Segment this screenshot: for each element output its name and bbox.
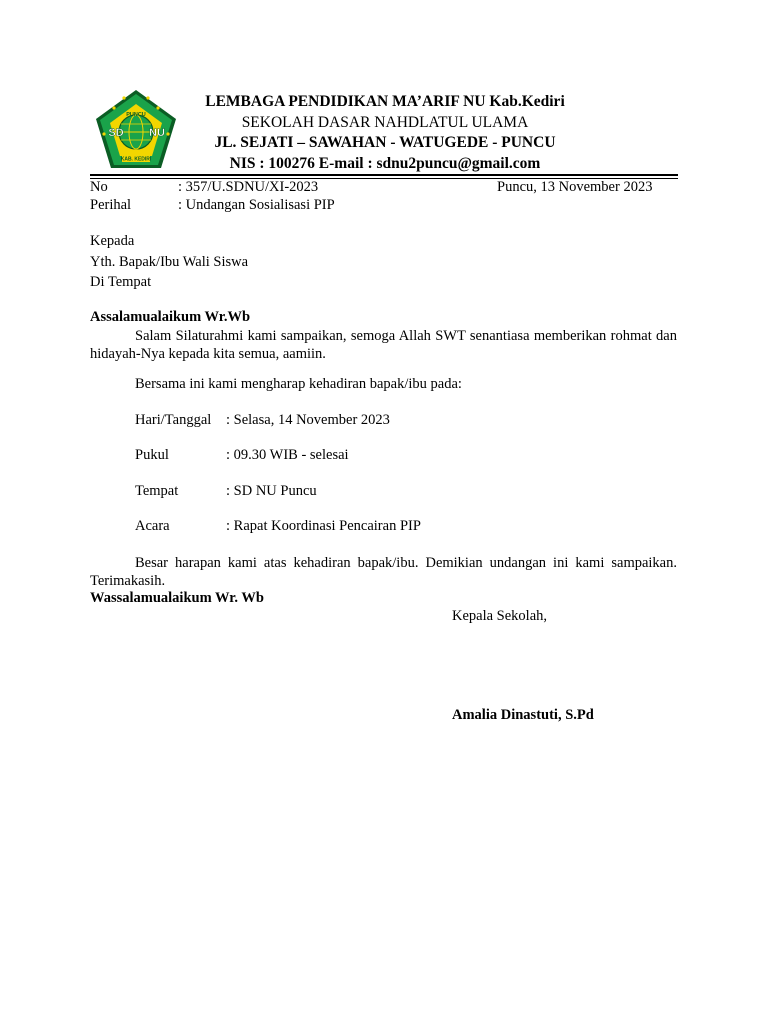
detail-place-label: Tempat	[135, 483, 179, 499]
number-label: No	[90, 179, 108, 195]
logo-sd-text: SD	[108, 127, 124, 139]
signature-name: Amalia Dinastuti, S.Pd	[452, 707, 594, 723]
closing-greeting: Wassalamualaikum Wr. Wb	[90, 590, 264, 606]
recipient-line-3: Di Tempat	[90, 274, 152, 290]
recipient-line-2: Yth. Bapak/Ibu Wali Siswa	[90, 254, 249, 270]
closing-paragraph: Besar harapan kami atas kehadiran bapak/ibu. Demikian undangan ini kami sampaikan. Terimakasih.	[90, 555, 677, 589]
letterhead-address: JL. SEJATI – SAWAHAN - WATUGEDE - PUNCU	[214, 134, 556, 151]
school-logo	[94, 88, 178, 170]
letterhead-contact: NIS : 100276 E-mail : sdnu2puncu@gmail.com	[229, 155, 541, 172]
greeting: Assalamualaikum Wr.Wb	[90, 309, 251, 325]
logo-top-text: PUNCU	[126, 112, 146, 118]
detail-date-label: Hari/Tanggal	[135, 412, 212, 428]
logo-bottom-text: KAB. KEDIRI	[120, 156, 152, 163]
recipient-line-1: Kepada	[90, 233, 135, 249]
logo-nu-text: NU	[149, 127, 165, 139]
detail-time-value: : 09.30 WIB - selesai	[226, 447, 349, 463]
number-value: : 357/U.SDNU/XI-2023	[178, 179, 319, 195]
detail-place-value: : SD NU Puncu	[226, 483, 317, 499]
subject-value: : Undangan Sosialisasi PIP	[178, 197, 335, 213]
detail-date-value: : Selasa, 14 November 2023	[226, 412, 390, 428]
letter-date: Puncu, 13 November 2023	[497, 179, 653, 195]
detail-event-value: : Rapat Koordinasi Pencairan PIP	[226, 518, 421, 534]
letterhead-divider-thick	[90, 174, 678, 176]
letterhead-institution: LEMBAGA PENDIDIKAN MA’ARIF NU Kab.Kediri	[205, 93, 565, 110]
signature-title: Kepala Sekolah,	[452, 608, 548, 624]
letterhead-school-name: SEKOLAH DASAR NAHDLATUL ULAMA	[241, 114, 529, 131]
opening-paragraph: Salam Silaturahmi kami sampaikan, semoga Allah SWT senantiasa memberikan rohmat dan hidayah-Nya kepada kita semua, aamiin.	[90, 328, 677, 362]
detail-event-label: Acara	[135, 518, 170, 534]
invitation-paragraph: Bersama ini kami mengharap kehadiran bapak/ibu pada:	[135, 376, 462, 392]
subject-label: Perihal	[90, 197, 132, 213]
detail-time-label: Pukul	[135, 447, 169, 463]
